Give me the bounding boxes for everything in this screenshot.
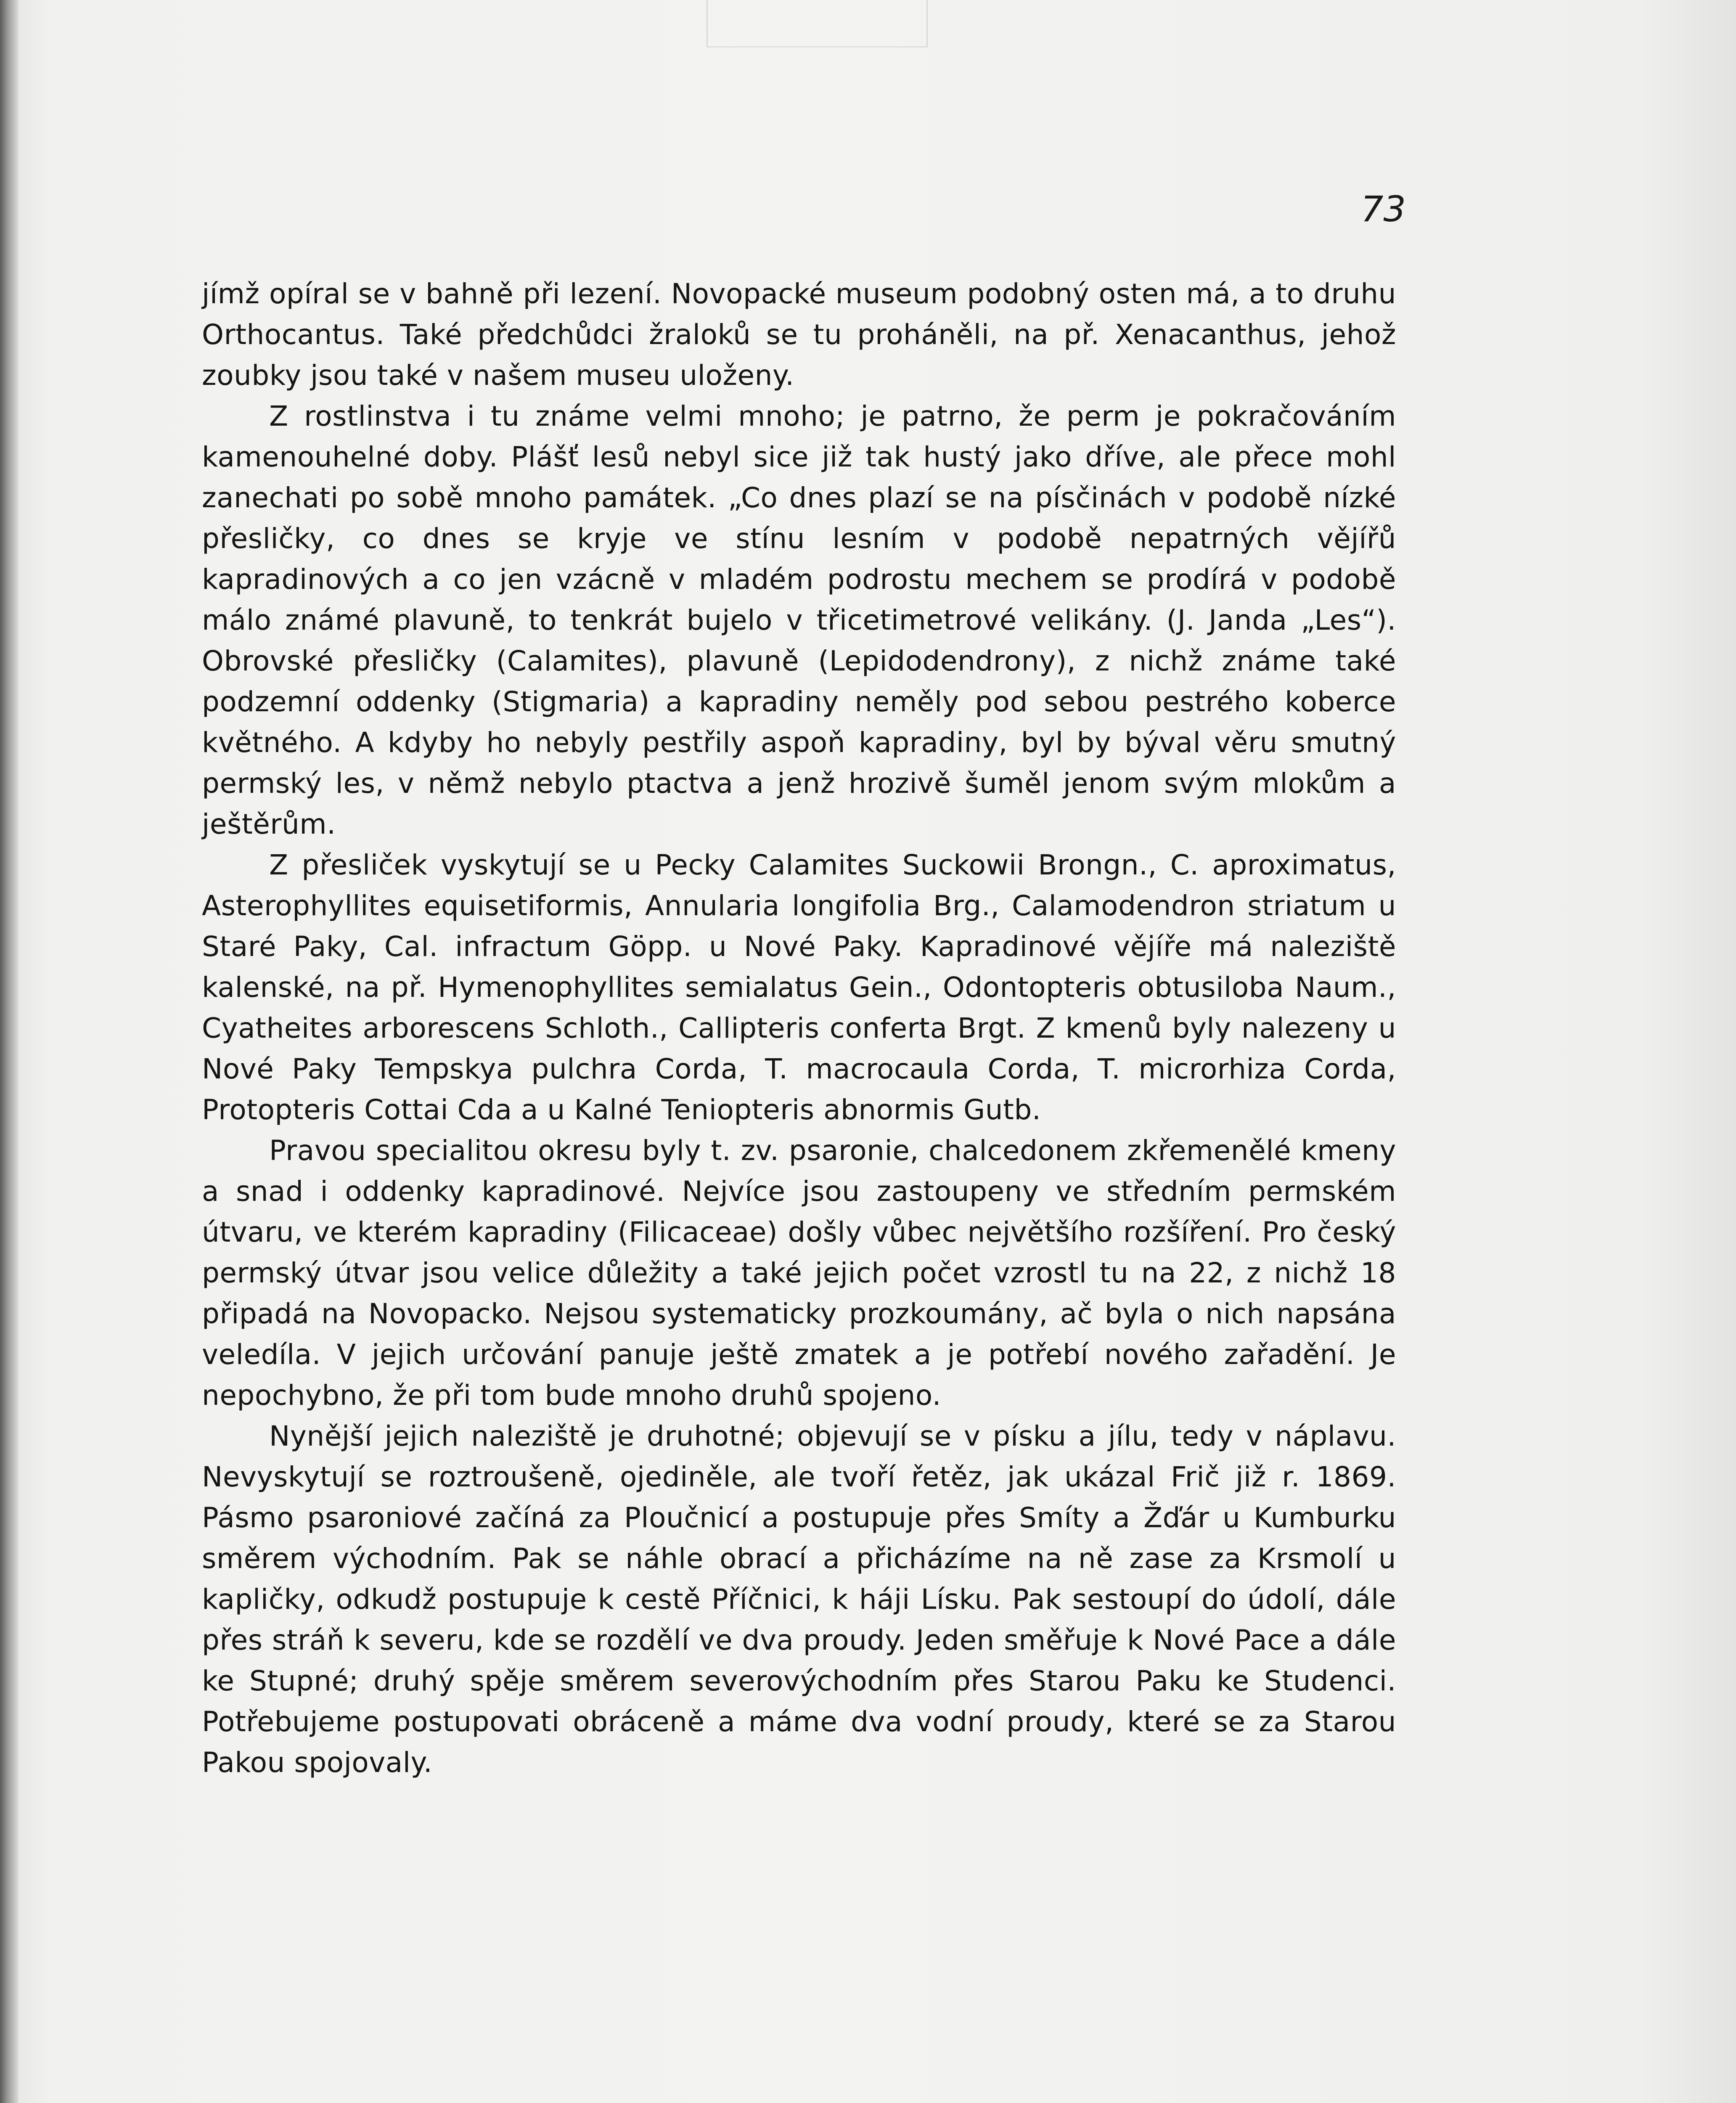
paragraph-psaronie: Pravou specialitou okresu byly t. zv. psaronie, chalcedonem zkřemenělé kmeny a snad i oddenky kapradinové. Nejvíce jsou zastoupeny ve středním permském útvaru, ve kterém kapradiny (Filicaceae) došly vůbec největšího rozšíření. Pro český permský útvar jsou velice důležity a také jejich počet vzrostl tu na 22, z nichž 18 připadá na Novopacko. Nejsou systematicky prozkoumány, ač byla o nich napsána veledíla. V jejich určování panuje ještě zmatek a je potřebí nového zařadění. Je nepochybno, že při tom bude mnoho druhů spojeno. xyxy=(202,1134,1396,1412)
page-number: 73 xyxy=(1361,188,1406,230)
paragraph-continuation: jímž opíral se v bahně při lezení. Novopacké museum podobný osten má, a to druhu Orthocantus. Také předchůdci žraloků se tu proháněli, na př. Xenacanthus, jehož zoubky jsou také v našem museu uloženy. xyxy=(202,278,1396,392)
top-bleed-mark xyxy=(707,0,928,48)
corner-shadow xyxy=(1484,2096,1736,2103)
binding-edge xyxy=(0,0,19,2103)
paragraph-flora: Z rostlinstva i tu známe velmi mnoho; je patrno, že perm je pokračováním kamenouhelné doby. Plášť lesů nebyl sice již tak hustý jako dříve, ale přece mohl zanechati po sobě mnoho památek. „Co dnes plazí se na písčinách v podobě nízké přesličky, co dnes se kryje ve stínu lesním v podobě nepatrných vějířů kapradinových a co jen vzácně v mladém podrostu mechem se prodírá v podobě málo známé plavuně, to tenkrát bujelo v třicetimetrové velikány. (J. Janda „Les“). Obrovské přesličky (Calamites), plavuně (Lepidodendrony), z nichž známe také podzemní oddenky (Stigmaria) a kapradiny neměly pod sebou pestrého koberce květného. A kdyby ho nebyly pestřily aspoň kapradiny, byl by býval věru smutný permský les, v němž nebylo ptactva a jenž hrozivě šuměl jenom svým mlokům a ještěrům. xyxy=(202,400,1396,840)
paragraph-sites: Nynější jejich naleziště je druhotné; objevují se v písku a jílu, tedy v náplavu. Nevyskytují se roztroušeně, ojediněle, ale tvoří řetěz, jak ukázal Frič již r. 1869. Pásmo psaroniové začíná za Ploučnicí a postupuje přes Smíty a Žďár u Kumburku směrem východním. Pak se náhle obrací a přicházíme na ně zase za Krsmolí u kapličky, odkudž postupuje k cestě Příčnici, k háji Lísku. Pak sestoupí do údolí, dále přes stráň k severu, kde se rozdělí ve dva proudy. Jeden směřuje k Nové Pace a dále ke Stupné; druhý spěje směrem severovýchodním přes Starou Paku ke Studenci. Potřebujeme postupovati obráceně a máme dva vodní proudy, které se za Starou Pakou spojovaly. xyxy=(202,1420,1396,1779)
paragraph-horsetails: Z přesliček vyskytují se u Pecky Calamites Suckowii Brongn., C. aproximatus, Asterophyllites equisetiformis, Annularia longifolia Brg., Calamodendron striatum u Staré Paky, Cal. infractum Göpp. u Nové Paky. Kapradinové vějíře má naleziště kalenské, na př. Hymenophyllites semialatus Gein., Odontopteris obtusiloba Naum., Cyatheites arborescens Schloth., Callipteris conferta Brgt. Z kmenů byly nalezeny u Nové Paky Tempskya pulchra Corda, T. macrocaula Corda, T. microrhiza Corda, Protopteris Cottai Cda a u Kalné Teniopteris abnormis Gutb. xyxy=(202,849,1396,1126)
text-body xyxy=(202,273,1396,2082)
